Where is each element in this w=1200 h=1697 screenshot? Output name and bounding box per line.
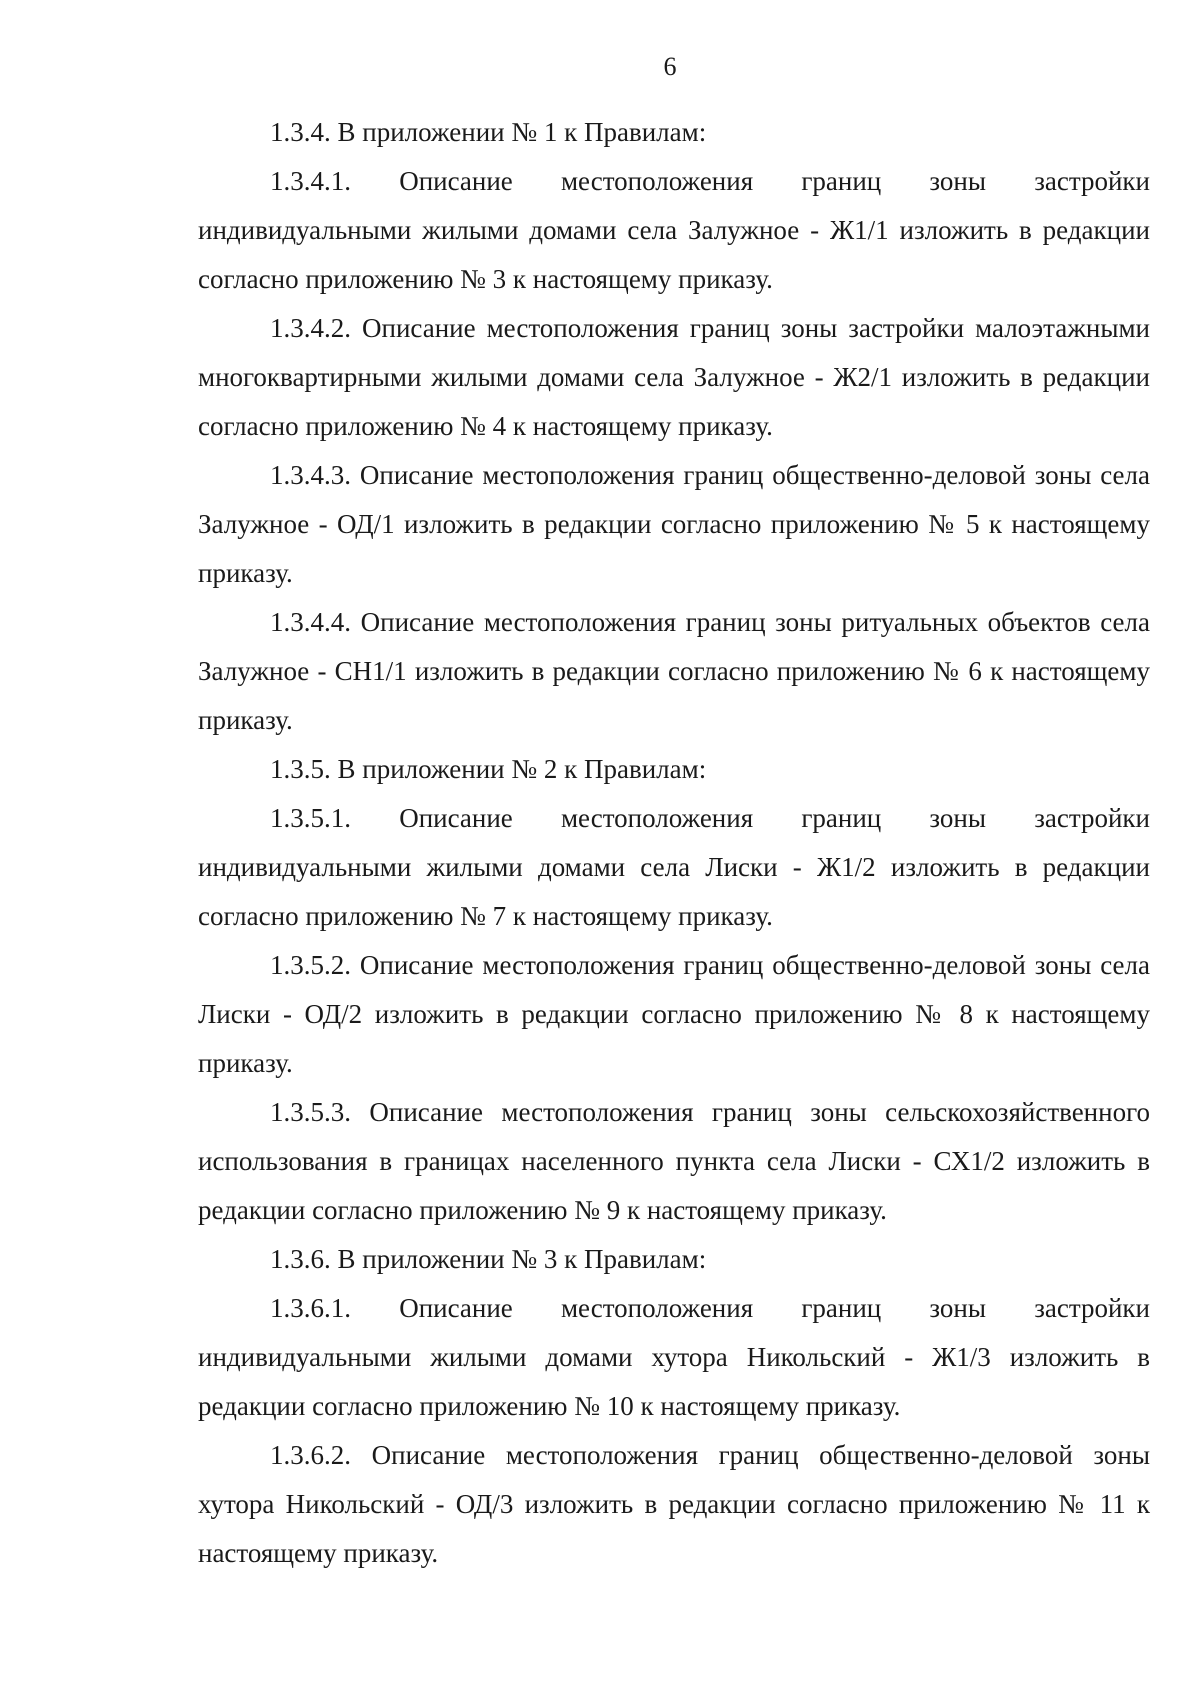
paragraph-1-3-5-1: 1.3.5.1. Описание местоположения границ зоны застройки индивидуальными жилыми домами села Лиски - Ж1/2 изложить в редакции согласно приложению № 7 к настоящему приказу. [198,803,1150,931]
paragraph-1-3-4-3: 1.3.4.3. Описание местоположения границ общественно-деловой зоны села Залужное - ОД/1 изложить в редакции согласно приложению № 5 к настоящему приказу. [198,460,1150,588]
paragraph-1-3-5-3: 1.3.5.3. Описание местоположения границ зоны сельскохозяйственного использования в границах населенного пункта села Лиски - СХ1/2 изложить в редакции согласно приложению № 9 к настоящему приказу. [198,1097,1150,1225]
paragraph-1-3-6-1: 1.3.6.1. Описание местоположения границ зоны застройки индивидуальными жилыми домами хутора Никольский - Ж1/3 изложить в редакции согласно приложению № 10 к настоящему приказу. [198,1293,1150,1421]
paragraph-1-3-6-2: 1.3.6.2. Описание местоположения границ общественно-деловой зоны хутора Никольский - ОД/3 изложить в редакции согласно приложению № 11 к настоящему приказу. [198,1440,1150,1568]
section-heading-1-3-4: 1.3.4. В приложении № 1 к Правилам: [270,117,707,147]
paragraph-1-3-5-2: 1.3.5.2. Описание местоположения границ общественно-деловой зоны села Лиски - ОД/2 изложить в редакции согласно приложению № 8 к настоящему приказу. [198,950,1150,1078]
paragraph-1-3-4-1: 1.3.4.1. Описание местоположения границ зоны застройки индивидуальными жилыми домами села Залужное - Ж1/1 изложить в редакции согласно приложению № 3 к настоящему приказу. [198,166,1150,294]
paragraph-1-3-4-2: 1.3.4.2. Описание местоположения границ зоны застройки малоэтажными многоквартирными жилыми домами села Залужное - Ж2/1 изложить в редакции согласно приложению № 4 к настоящему приказу. [198,313,1150,441]
section-heading-1-3-6: 1.3.6. В приложении № 3 к Правилам: [270,1244,707,1274]
section-heading-1-3-5: 1.3.5. В приложении № 2 к Правилам: [270,754,707,784]
page-number: 6 [663,52,677,81]
paragraph-1-3-4-4: 1.3.4.4. Описание местоположения границ зоны ритуальных объектов села Залужное - СН1/1 изложить в редакции согласно приложению № 6 к настоящему приказу. [198,607,1150,735]
document-body [198,108,1150,1578]
